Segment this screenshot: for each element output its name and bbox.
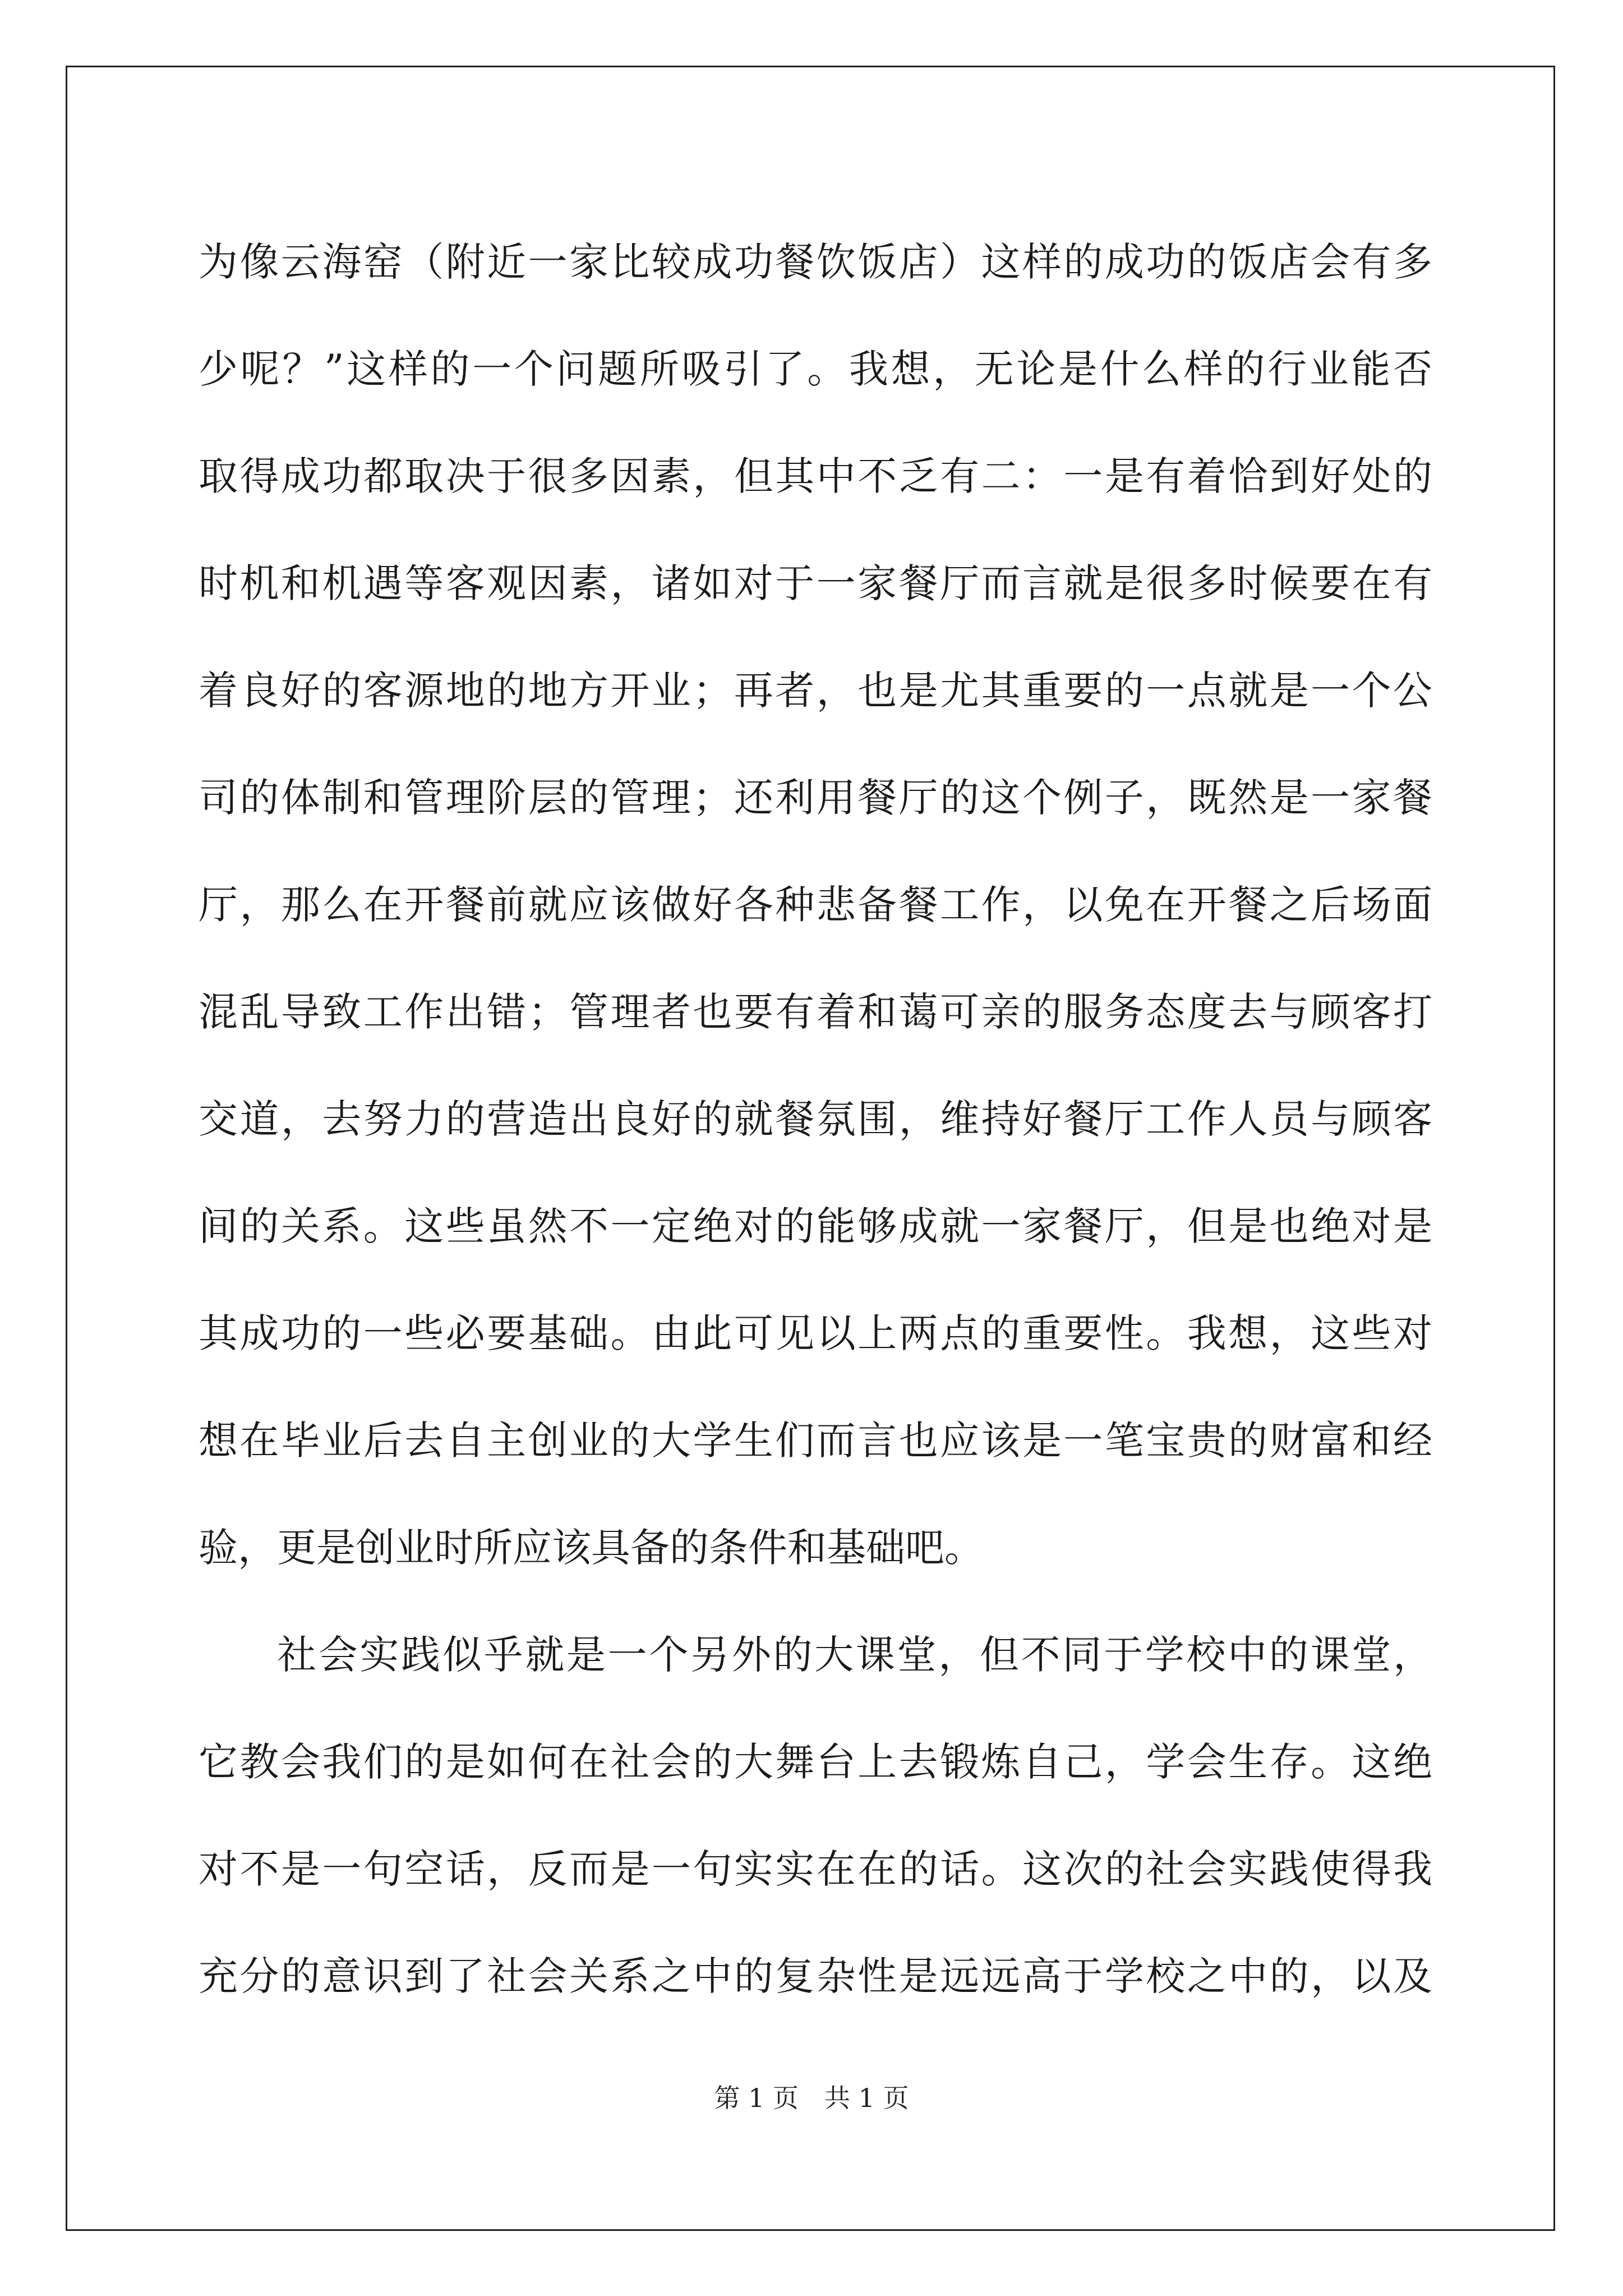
text-line: 验，更是创业时所应该具备的条件和基础吧。	[199, 1525, 984, 1571]
text-line: 充分的意识到了社会关系之中的复杂性是远远高于学校之中的，以及	[199, 1953, 1432, 1999]
text-line: 它教会我们的是如何在社会的大舞台上去锻炼自己，学会生存。这绝	[199, 1739, 1432, 1785]
text-line: 时机和机遇等客观因素，诸如对于一家餐厅而言就是很多时候要在有	[199, 560, 1432, 606]
text-line-indented: 社会实践似乎就是一个另外的大课堂，但不同于学校中的课堂，	[277, 1632, 1432, 1678]
text-line: 少呢？”这样的一个问题所吸引了。我想，无论是什么样的行业能否	[199, 346, 1432, 392]
text-line: 其成功的一些必要基础。由此可见以上两点的重要性。我想，这些对	[199, 1310, 1432, 1356]
page-number-footer: 第 1 页 共 1 页	[714, 2083, 909, 2113]
document-body	[199, 209, 1432, 2030]
text-line: 司的体制和管理阶层的管理；还利用餐厅的这个例子，既然是一家餐	[199, 775, 1432, 821]
text-line: 交道，去努力的营造出良好的就餐氛围，维持好餐厅工作人员与顾客	[199, 1096, 1432, 1142]
text-line: 厅，那么在开餐前就应该做好各种悲备餐工作，以免在开餐之后场面	[199, 882, 1432, 928]
text-line: 对不是一句空话，反而是一句实实在在的话。这次的社会实践使得我	[199, 1846, 1432, 1892]
text-line: 为像云海窑（附近一家比较成功餐饮饭店）这样的成功的饭店会有多	[199, 239, 1432, 285]
text-line: 混乱导致工作出错；管理者也要有着和蔼可亲的服务态度去与顾客打	[199, 989, 1432, 1035]
text-line: 想在毕业后去自主创业的大学生们而言也应该是一笔宝贵的财富和经	[199, 1418, 1432, 1464]
text-line: 取得成功都取决于很多因素，但其中不乏有二：一是有着恰到好处的	[199, 453, 1432, 499]
text-line: 着良好的客源地的地方开业；再者，也是尤其重要的一点就是一个公	[199, 668, 1432, 714]
text-line: 间的关系。这些虽然不一定绝对的能够成就一家餐厅，但是也绝对是	[199, 1203, 1432, 1249]
